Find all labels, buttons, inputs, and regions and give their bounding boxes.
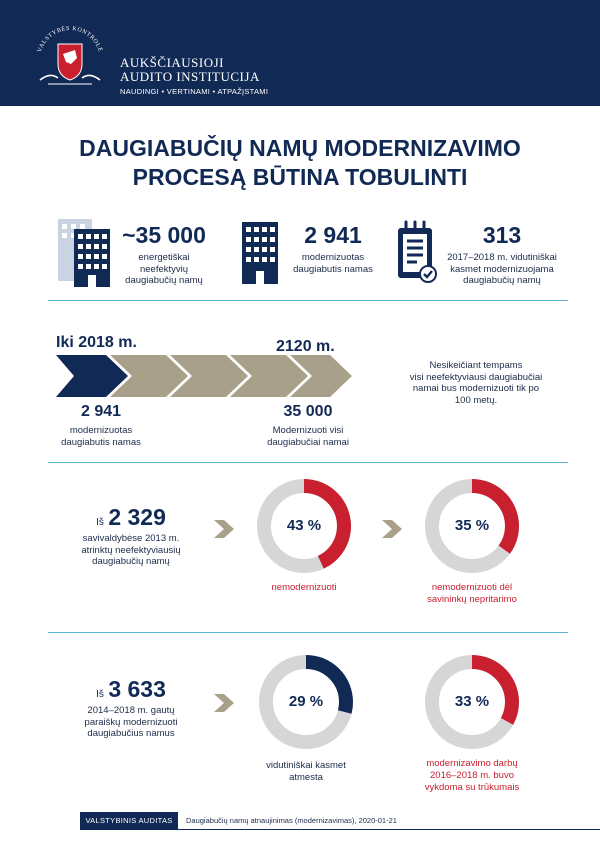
stat-modernized-caption: modernizuotas daugiabutis namas xyxy=(293,252,373,275)
organization-name xyxy=(120,56,268,96)
donut-owners-refused-caption: nemodernizuoti dėl savininkų nepritarimo xyxy=(427,582,517,605)
timeline-start-caption: modernizuotas daugiabutis namas xyxy=(61,425,141,448)
title-line-1: DAUGIABUČIŲ NAMŲ MODERNIZAVIMO xyxy=(79,135,521,161)
section1-value: 2 329 xyxy=(108,504,166,530)
stat-modernized-value: 2 941 xyxy=(304,222,362,248)
timeline-start-label: Iki 2018 m. xyxy=(56,334,137,351)
section2-value: 3 633 xyxy=(108,676,166,702)
footer-tag: VALSTYBINIS AUDITAS xyxy=(80,812,178,830)
timeline-end-label: 2120 m. xyxy=(276,338,335,355)
timeline-chevrons xyxy=(56,355,352,397)
stat-inefficient-value: ~35 000 xyxy=(122,222,206,248)
donut-rejected-percent: 29 % xyxy=(288,693,324,710)
stat-inefficient-caption: energetiškai neefektyvių daugiabučių namų xyxy=(125,252,203,286)
apartment-building-icon xyxy=(240,222,280,284)
arrow-right-icon xyxy=(214,694,234,712)
title-line-2: PROCESĄ BŪTINA TOBULINTI xyxy=(132,164,468,190)
donut-owners-refused-percent: 35 % xyxy=(454,517,490,534)
footer xyxy=(0,812,600,830)
org-line-1: AUKŠČIAUSIOJI xyxy=(120,55,225,70)
org-tagline: NAUDINGI • VERTINAMI • ATPAŽĮSTAMI xyxy=(120,87,269,96)
donut-unmodernized-percent: 43 % xyxy=(286,517,322,534)
header-banner xyxy=(0,0,600,106)
org-line-2: AUDITO INSTITUCIJA xyxy=(120,69,260,84)
state-audit-seal-icon xyxy=(30,20,110,96)
arrow-right-icon xyxy=(214,520,234,538)
footer-text: Daugiabučių namų atnaujinimas (modernizavimas), 2020-01-21 xyxy=(186,816,397,825)
section2-prefix: Iš xyxy=(96,689,104,700)
section1-prefix: Iš xyxy=(96,517,104,528)
section1-caption: savivaldybėse 2013 m. atrinktų neefektyviausių daugiabučių namų xyxy=(81,533,181,567)
section2-total xyxy=(56,676,206,703)
timeline-end-value: 35 000 xyxy=(283,403,333,420)
donut-rejected-caption: vidutiniškai kasmet atmesta xyxy=(266,760,346,783)
donut-unmodernized-caption: nemodernizuoti xyxy=(271,582,337,593)
stat-yearly-value: 313 xyxy=(482,222,522,248)
stat-yearly-caption: 2017–2018 m. vidutiniškai kasmet modernizuojama daugiabučių namų xyxy=(447,252,557,286)
apartment-buildings-icon xyxy=(56,215,114,289)
clipboard-checklist-icon xyxy=(396,220,438,284)
divider xyxy=(48,300,568,301)
timeline-end-caption: Modernizuoti visi daugiabučiai namai xyxy=(267,425,349,448)
divider xyxy=(48,632,568,633)
donut-deficiencies-caption: modernizavimo darbų 2016–2018 m. buvo vykdoma su trūkumais xyxy=(424,758,520,793)
page-title xyxy=(0,134,600,192)
timeline-note: Nesikeičiant tempams visi neefektyviausi daugiabučiai namai bus modernizuoti tik po 100 metų. xyxy=(409,360,543,406)
arrow-right-icon xyxy=(382,520,402,538)
donut-deficiencies-percent: 33 % xyxy=(454,693,490,710)
section1-total xyxy=(56,504,206,531)
timeline-start-value: 2 941 xyxy=(80,403,122,420)
divider xyxy=(48,462,568,463)
section2-caption: 2014–2018 m. gautų paraiškų modernizuoti daugiabučius namus xyxy=(84,705,178,739)
seal-text: VALSTYBĖS KONTROLĖ xyxy=(37,25,103,53)
